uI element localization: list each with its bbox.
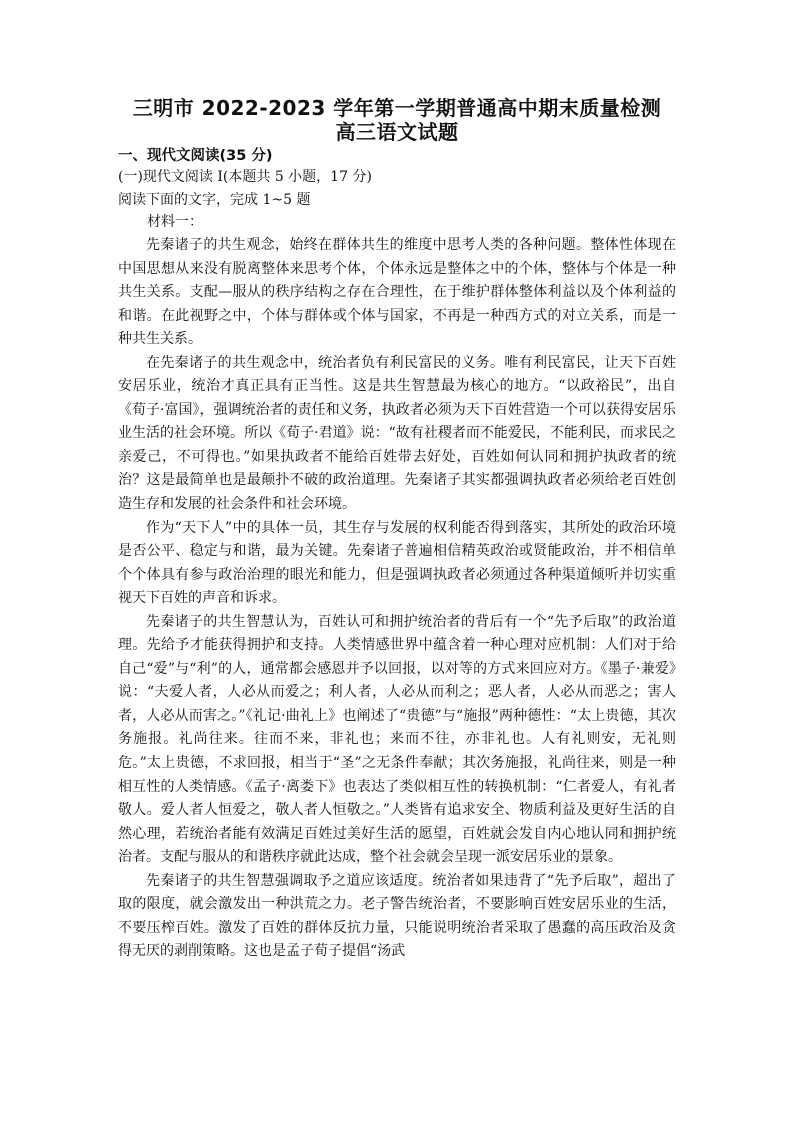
exam-title: 三明市 2022-2023 学年第一学期普通高中期末质量检测 [132,96,662,120]
subsection-heading: (一)现代文阅读 I(本题共 5 小题，17 分) [118,169,372,185]
paragraph: 先秦诸子的共生智慧强调取予之道应该适度。统治者如果违背了“先予后取”，超出了取的限度，就会激发出一种洪荒之力。老子警告统治者，不要影响百姓安居乐业的生活，不要压榨百姓。激发了百姓的群体反抗力量，只能说明统治者采取了愚蠢的高压政治及贪得无厌的剥削策略。这也是孟子荀子提倡“汤武 [118,872,676,960]
paragraph: 先秦诸子的共生智慧认为，百姓认可和拥护统治者的背后有一个“先予后取”的政治道理。先给予才能获得拥护和支持。人类情感世界中蕴含着一种心理对应机制：人们对于给自己“爱”与“利”的人，通常都会感恩并予以回报，以对等的方式来回应对方。《墨子·兼爱》说：“夫爱人者，人必从而爱之；利人者，人必从而利之；恶人者，人必从而恶之；害人者，人必从而害之。”《礼记·曲礼上》也阐述了“贵德”与“施报”两种德性：“太上贵德，其次务施报。礼尚往来。往而不来，非礼也；来而不往，亦非礼也。人有礼则安，无礼则危。”太上贵德，不求回报，相当于“圣”之无条件奉献；其次务施报，礼尚往来，则是一种相互性的人类情感。《孟子·离娄下》也表达了类似相互性的转换机制：“仁者爱人，有礼者敬人。爱人者人恒爱之，敬人者人恒敬之。”人类皆有追求安全、物质利益及更好生活的自然心理，若统治者能有效满足百姓过美好生活的愿望，百姓就会发自内心地认同和拥护统治者。支配与服从的和谐秩序就此达成，整个社会就会呈现一派安居乐业的景象。 [118,613,676,866]
reading-instruction: 阅读下面的文字，完成 1~5 题 [118,192,311,208]
paragraph: 先秦诸子的共生观念，始终在群体共生的维度中思考人类的各种问题。整体性体现在中国思想从来没有脱离整体来思考个体，个体永远是整体之中的个体，整体与个体是一种共生关系。支配—服从的秩序结构之存在合理性，在于维护群体整体利益以及个体利益的和谐。在此视野之中，个体与群体或个体与国家，不再是一种西方式的对立关系，而是一种共生关系。 [118,237,676,348]
exam-subtitle: 高三语文试题 [335,120,459,144]
section-heading: 一、现代文阅读(35 分) [118,148,273,164]
paragraph: 在先秦诸子的共生观念中，统治者负有利民富民的义务。唯有利民富民，让天下百姓安居乐业，统治才真正具有正当性。这是共生智慧最为核心的地方。“以政裕民”，出自《荀子·富国》，强调统治者的责任和义务，执政者必须为天下百姓营造一个可以获得安居乐业生活的社会环境。所以《荀子·君道》说：“故有社稷者而不能爱民，不能利民，而求民之亲爱己，不可得也。”如果执政者不能给百姓带去好处，百姓如何认同和拥护执政者的统治？这是最简单也是最颠扑不破的政治道理。先秦诸子其实都强调执政者必须给老百姓创造生存和发展的社会条件和社会环境。 [118,354,676,513]
reading-passage [118,234,676,964]
paragraph: 作为“天下人”中的具体一员，其生存与发展的权利能否得到落实，其所处的政治环境是否公平、稳定与和谐，最为关键。先秦诸子普遍相信精英政治或贤能政治，并不相信单个个体具有参与政治治理的眼光和能力，但是强调执政者必须通过各种渠道倾听并切实重视天下百姓的声音和诉求。 [118,519,676,607]
material-label: 材料一： [147,214,203,230]
